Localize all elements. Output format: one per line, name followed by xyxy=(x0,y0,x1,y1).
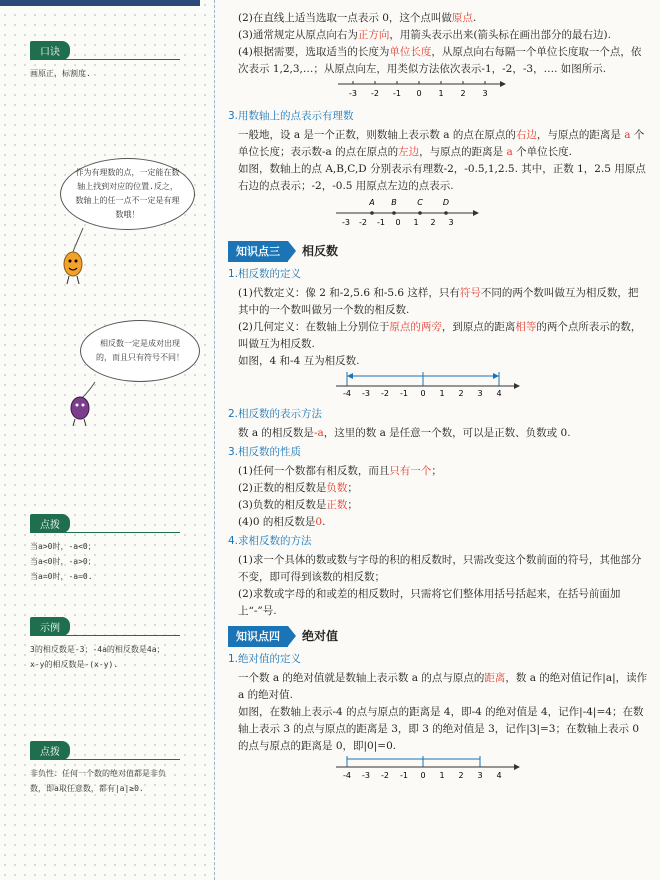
para-abs-example: 如图，在数轴上表示-4 的点与原点的距离是 4，即-4 的绝对值是 4，记作|-4|=4；在数轴上表示 3 的点与原点的距离是 3，即 3 的绝对值是 3，记作|3|=3；在数轴上表示 0 的点与原点的距离是 0，即|0|=0. xyxy=(238,706,644,752)
tick-label: 1 xyxy=(439,389,445,398)
tick-label: -1 xyxy=(377,218,385,227)
tick-label: -2 xyxy=(381,771,389,780)
tick-label: 2 xyxy=(460,89,466,98)
k3-heading-2: 2.相反数的表示方法 xyxy=(228,408,323,420)
tick-label: 1 xyxy=(439,771,445,780)
dian-bo-line: 当a=0时，-a=0. xyxy=(30,572,93,581)
tick-label: 3 xyxy=(477,771,483,780)
tip-bubble-1 xyxy=(60,158,195,230)
shi-li-line: 3的相反数是-3；-4a的相反数是4a； xyxy=(30,645,165,654)
tick-label: 3 xyxy=(448,218,454,227)
tip-bubble-1-text: 作为有理数的点，一定能在数轴上找到对应的位置.反之，数轴上的任一点不一定是有理数哦！ xyxy=(75,168,180,219)
dian-bo-box-1 xyxy=(30,513,200,584)
dian-bo-line: 数，即a取任意数，都有|a|≥0. xyxy=(30,784,144,793)
tick-label: -2 xyxy=(371,89,379,98)
tick-label: -3 xyxy=(362,389,370,398)
dian-bo-line: 当a>0时，-a<0； xyxy=(30,542,96,551)
prop-3: (3)负数的相反数是正数； xyxy=(238,499,358,511)
para-origin: (2)在直线上适当选取一点表示 0，这个点叫做原点. xyxy=(238,12,477,24)
kp4-title: 绝对值 xyxy=(302,629,339,643)
tick-label: -2 xyxy=(381,389,389,398)
tick-label: -4 xyxy=(343,771,351,780)
k4-heading-1: 1.绝对值的定义 xyxy=(228,653,302,665)
number-line-3 xyxy=(228,370,648,398)
kou-jue-tag: 口诀 xyxy=(30,41,70,60)
para-notation: 数 a 的相反数是-a，这里的数 a 是任意一个数，可以是正数、负数或 0. xyxy=(238,427,571,439)
tick-label: 3 xyxy=(482,89,488,98)
kp4-badge: 知识点四 xyxy=(228,626,288,647)
section-heading-3: 3.用数轴上的点表示有理数 xyxy=(228,110,354,122)
dian-bo-tag-1: 点拨 xyxy=(30,514,70,533)
knowledge-point-4-header xyxy=(228,626,648,647)
k3-heading-3: 3.相反数的性质 xyxy=(228,446,302,458)
tick-label: 1 xyxy=(438,89,444,98)
top-bar xyxy=(0,0,200,6)
para-points-example: 如图，数轴上的点 A,B,C,D 分别表示有理数-2，-0.5,1,2.5. 其中，正数 1，2.5 用原点右边的点表示；-2，-0.5 用原点左边的点表示. xyxy=(238,163,646,192)
point-label-a: A xyxy=(369,198,375,207)
tick-label: -2 xyxy=(359,218,367,227)
tick-label: 0 xyxy=(420,389,426,398)
number-line-1 xyxy=(228,78,648,100)
dian-bo-text-1 xyxy=(30,539,200,584)
point-label-b: B xyxy=(391,198,397,207)
shi-li-text xyxy=(30,642,200,672)
k3-heading-4: 4.求相反数的方法 xyxy=(228,535,312,547)
para-geometric-def: (2)几何定义：在数轴上分别位于原点的两旁，到原点的距离相等的两个点所表示的数，叫做互为相反数. xyxy=(238,321,642,350)
tick-label: 1 xyxy=(413,218,419,227)
shi-li-tag: 示例 xyxy=(30,617,70,636)
tip-bubble-2-text: 相反数一定是成对出现的，而且只有符号不同！ xyxy=(96,339,184,362)
tick-label: -1 xyxy=(393,89,401,98)
para-positive-negative: 一般地，设 a 是一个正数，则数轴上表示数 a 的点在原点的右边，与原点的距离是 a 个单位长度；表示数-a 的点在原点的左边，与原点的距离是 a 个单位长度. xyxy=(238,129,645,158)
para-direction: (3)通常规定从原点向右为正方向，用箭头表示出来(箭头标在画出部分的最右边). xyxy=(238,29,611,41)
para-unit-length: (4)根据需要，选取适当的长度为单位长度，从原点向右每隔一个单位长度取一个点，依次表示 1,2,3,…；从原点向左，用类似方法依次表示-1，-2，-3，…. 如图所示. xyxy=(238,46,642,75)
tick-label: -3 xyxy=(342,218,350,227)
tick-label: -1 xyxy=(400,771,408,780)
kou-jue-text: 画原正，标割度. xyxy=(30,69,91,78)
prop-4: (4)0 的相反数是0. xyxy=(238,516,326,528)
method-1: (1)求一个具体的数或数与字母的积的相反数时，只需改变这个数前面的符号，其他部分不变，即可得到该数的相反数； xyxy=(238,554,642,583)
method-2: (2)求数或字母的和或差的相反数时，只需将它们整体用括号括起来，在括号前面加上“-”号. xyxy=(238,588,621,617)
dian-bo-text-2 xyxy=(30,766,200,796)
tick-label: -4 xyxy=(343,389,351,398)
tick-label: 4 xyxy=(496,389,502,398)
point-label-c: C xyxy=(417,198,423,207)
dian-bo-line: 当a<0时，-a>0； xyxy=(30,557,96,566)
k3-heading-1: 1.相反数的定义 xyxy=(228,268,302,280)
para-abs-def: 一个数 a 的绝对值就是数轴上表示数 a 的点与原点的距离，数 a 的绝对值记作|a|，读作 a 的绝对值. xyxy=(238,672,648,701)
main-content xyxy=(228,10,648,787)
point-label-d: D xyxy=(442,198,450,207)
mascot-purple-icon xyxy=(60,380,110,430)
prop-1: (1)任何一个数都有相反数，而且只有一个； xyxy=(238,465,442,477)
dian-bo-tag-2: 点拨 xyxy=(30,741,70,760)
tick-label: -3 xyxy=(362,771,370,780)
tick-label: 0 xyxy=(416,89,422,98)
tick-label: 4 xyxy=(496,771,502,780)
tick-label: 2 xyxy=(458,389,464,398)
knowledge-point-3-header xyxy=(228,241,648,262)
number-line-2 xyxy=(228,195,648,229)
tick-label: 2 xyxy=(458,771,464,780)
prop-2: (2)正数的相反数是负数； xyxy=(238,482,358,494)
tick-label: 3 xyxy=(477,389,483,398)
dian-bo-box-2 xyxy=(30,740,200,796)
kp3-badge: 知识点三 xyxy=(228,241,288,262)
dian-bo-line: 非负性：任何一个数的绝对值都是非负 xyxy=(30,769,166,778)
tick-label: -1 xyxy=(400,389,408,398)
tick-label: 0 xyxy=(395,218,401,227)
para-example-4: 如图，4 和-4 互为相反数. xyxy=(238,355,360,367)
shi-li-line: x-y的相反数是-(x-y). xyxy=(30,660,119,669)
tick-label: -3 xyxy=(349,89,357,98)
shi-li-box xyxy=(30,616,200,672)
para-algebraic-def: (1)代数定义：像 2 和-2,5.6 和-5.6 这样，只有符号不同的两个数叫做互为相反数，把其中的一个数叫做另一个数的相反数. xyxy=(238,287,639,316)
tip-bubble-2 xyxy=(80,320,200,382)
column-divider xyxy=(214,0,216,880)
kou-jue-box xyxy=(30,40,200,81)
number-line-4 xyxy=(228,755,648,781)
kp3-title: 相反数 xyxy=(302,244,339,258)
tick-label: 2 xyxy=(430,218,436,227)
tick-label: 0 xyxy=(420,771,426,780)
mascot-orange-icon xyxy=(55,228,105,288)
